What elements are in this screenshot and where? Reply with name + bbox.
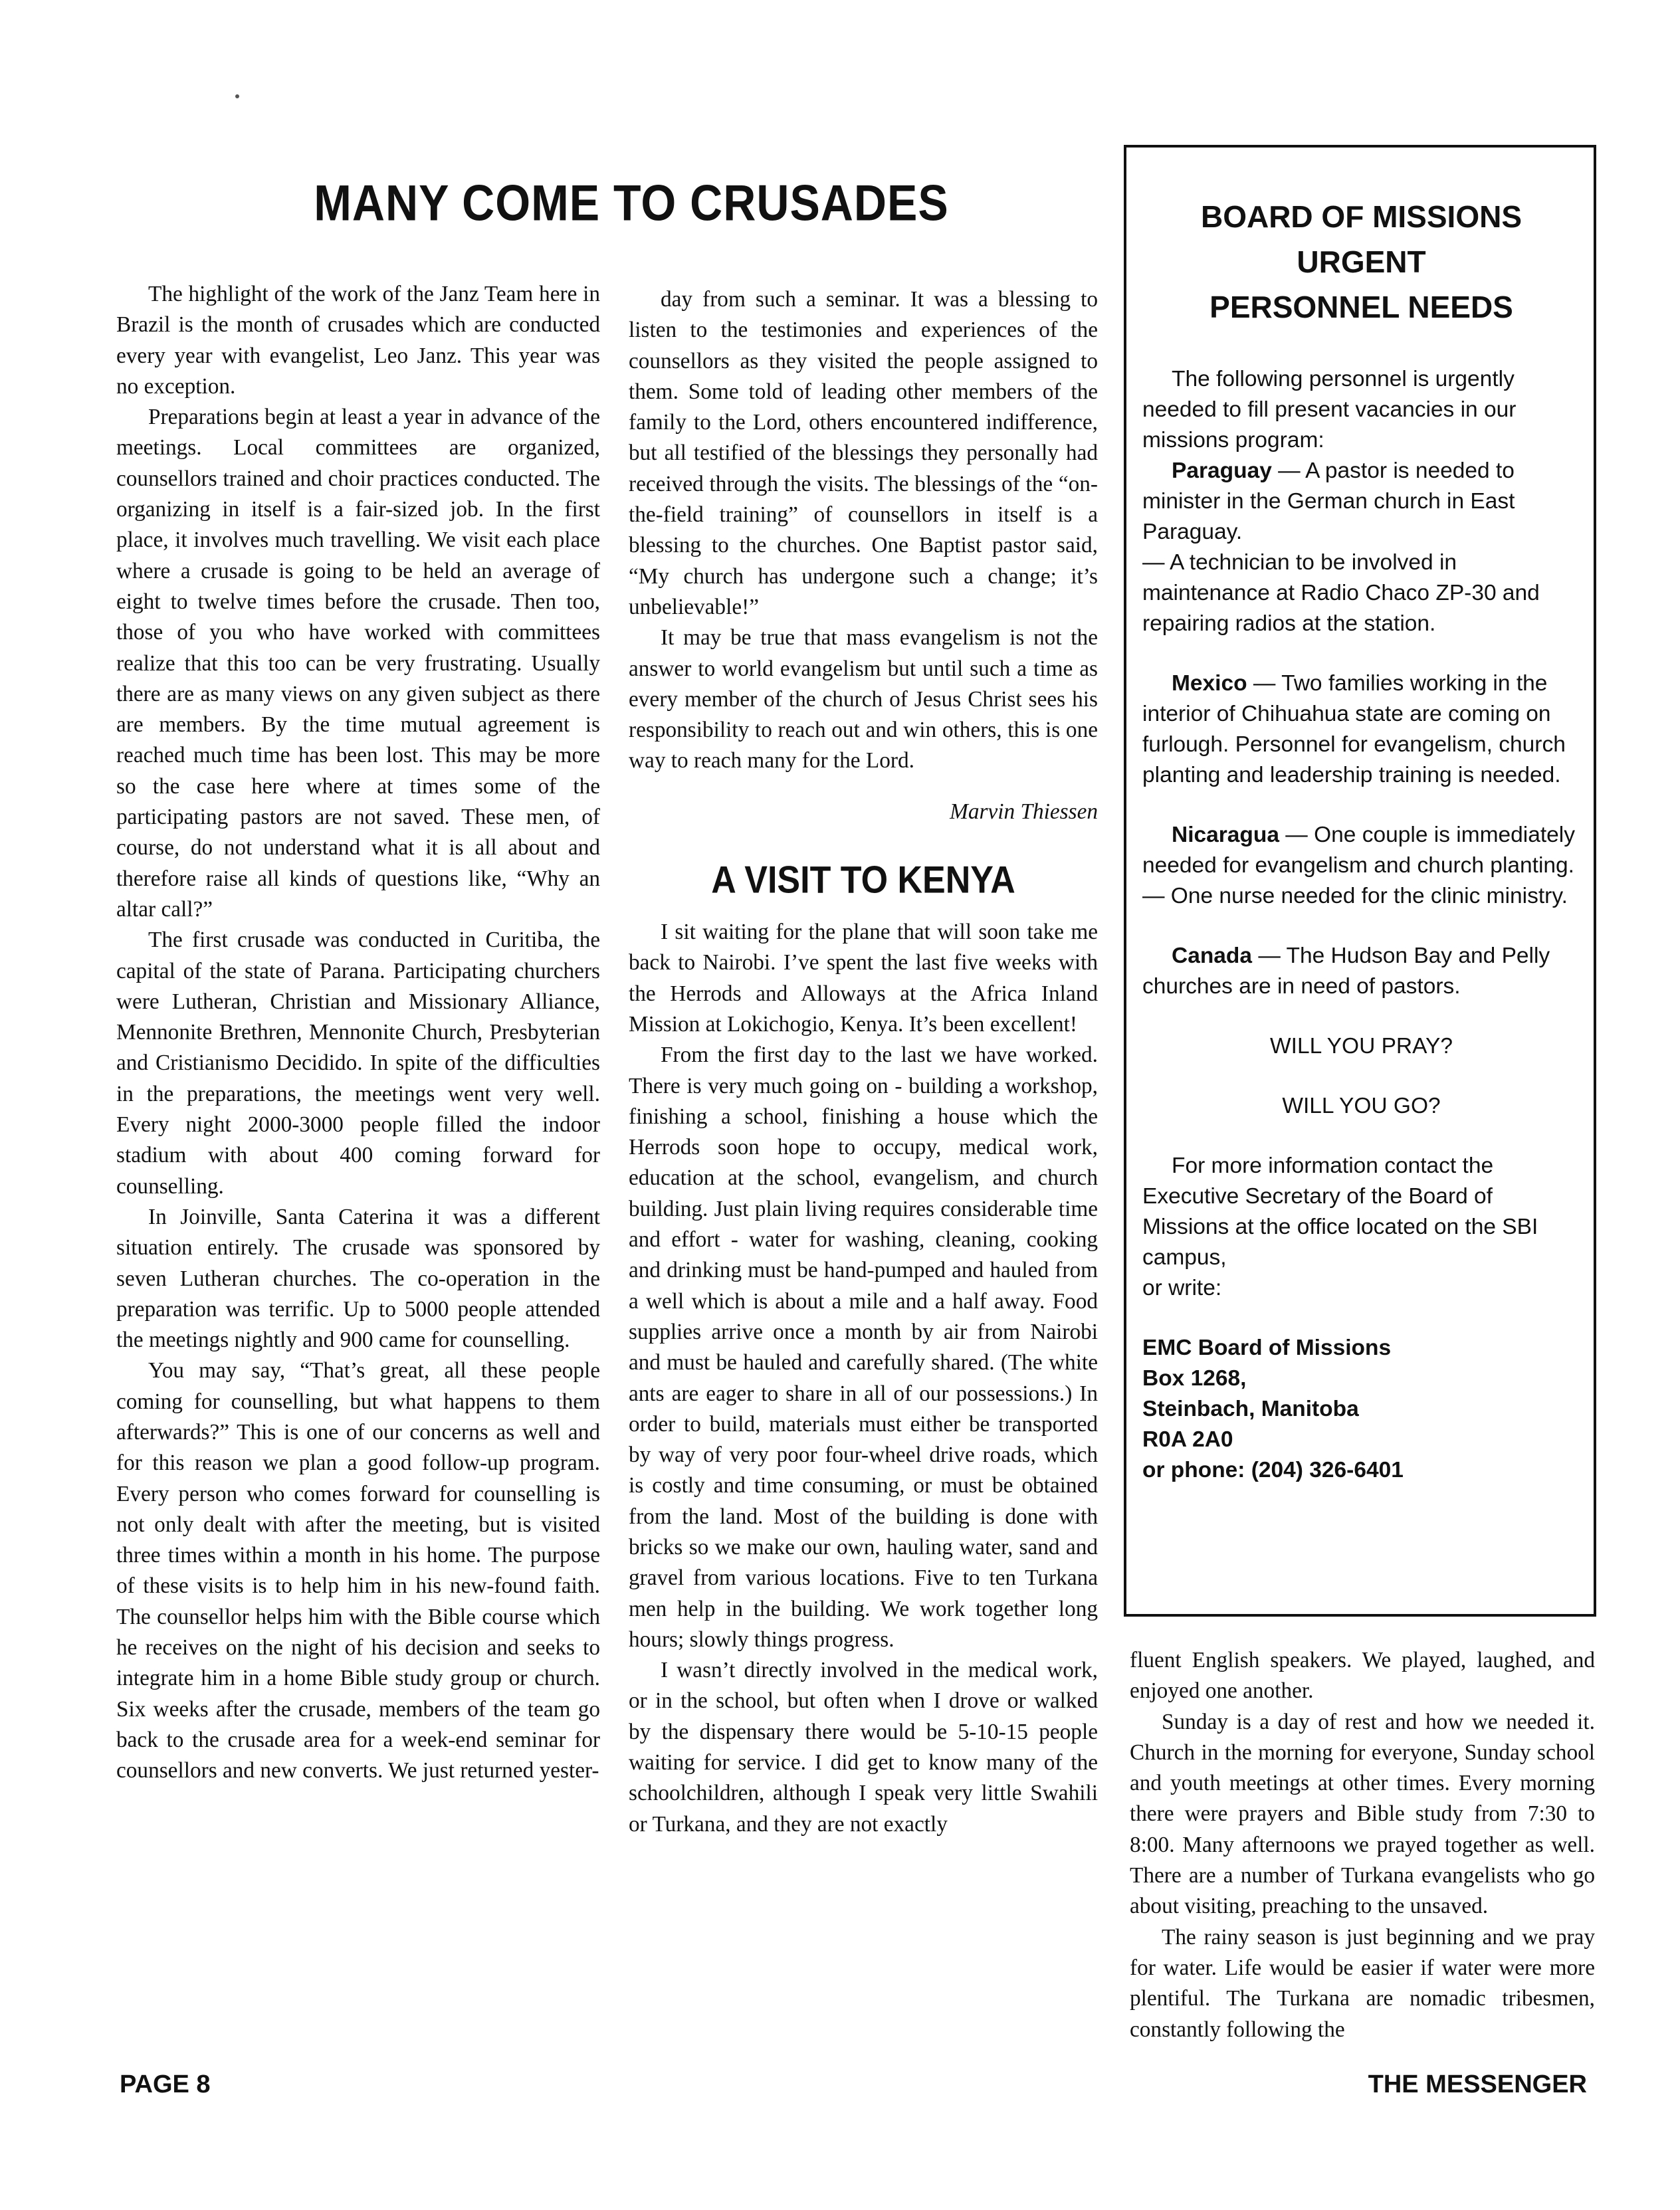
address-line: EMC Board of Missions xyxy=(1142,1336,1392,1360)
write-label: or write: xyxy=(1142,1276,1222,1300)
page-title: MANY COME TO CRUSADES xyxy=(314,175,949,232)
mexico-need xyxy=(1142,668,1580,791)
paragraph: The rainy season is just beginning and we pray for water. Life would be easier if water were more plentiful. The Turkana are nomadic tribesmen, constantly following the xyxy=(1130,1924,1595,2042)
paragraph: In Joinville, Santa Caterina it was a different situation entirely. The crusade was sponsored by seven Lutheran churches. The co-operation in the preparation was terrific. Up to 5000 people attended the meetings nightly and 900 came for counselling. xyxy=(116,1204,600,1353)
paragraph: Preparations begin at least a year in advance of the meetings. Local committees are organized, counsellors trained and choir practices conducted. The organizing in itself is a fair-sized job. In the first place, it involves much travelling. We visit each place where a crusade is going to be held an average of eight to twelve times before the crusade. Then too, those of you who have worked with committees realize that this too can be very frustrating. Usually there are as many views on any given subject as there are members. By the time mutual agreement is reached much time has been lost. This may be more so the case here where at times some of the participating pastors are not saved. These men, of course, do not understand what it is all about and therefore raise all kinds of questions like, “Why an altar call?” xyxy=(116,405,600,922)
need-text: — One couple is immediately needed for evangelism and church planting. xyxy=(1142,823,1575,878)
paragraph: I wasn’t directly involved in the medical work, or in the school, but often when I drove or walked by the dispensary there would be 5-10-15 people waiting for service. I did get to know many of the schoolchildren, although I speak very little Swahili or Turkana, and they are not exactly xyxy=(629,1658,1098,1837)
will-you-pray: WILL YOU PRAY? xyxy=(1270,1034,1453,1058)
paragraph: From the first day to the last we have worked. There is very much going on - building a workshop, finishing a school, finishing a house which the Herrods soon hope to occupy, medical work, education at the school, evangelism, and church building. Just plain living requires considerable time and effort - water for washing, cleaning, cooking and drinking must be hand-pumped and hauled from a well which is about a mile and a half away. Food supplies arrive once a month by air from Nairobi and must be hauled and carefully shared. (The white ants are eager to share in all of our possessions.) In order to build, materials must either be transported by way of very poor four-wheel drive roads, which is costly and time consuming, or must be obtained from the land. Most of the building is done with bricks so we make our own, hauling water, sand and gravel from various locations. Five to ten Turkana men help in the building. We work together long hours; slowly things progress. xyxy=(629,1043,1098,1652)
paragraph: day from such a seminar. It was a blessing to listen to the testimonies and experiences of the counsellors as they visited the people assigned to them. Some told of leading other members of the family to the Lord, others encountered indifference, but all testified of the blessings they personally had received through the visits. The blessings of the “on-the-field training” of counsellors in itself is a blessing to the churches. One Baptist pastor said, “My church has undergone such a change; it’s unbelievable!” xyxy=(629,287,1098,619)
mailing-address xyxy=(1142,1333,1580,1455)
need-text: — A pastor is needed to minister in the German church in East Paraguay. xyxy=(1142,458,1515,544)
paragraph: You may say, “That’s great, all these people coming for counselling, but what happens to them afterwards?” This is one of our concerns as well and for this reason we plan a good follow-up program. Every person who comes forward for counselling is not only dealt with after the meeting, but is visited three times within a month in his home. The purpose of these visits is to help him in his new-found faith. The counsellor helps him with the Bible course which he receives on the night of his decision and seeks to integrate him in a home Bible study group or church. Six weeks after the crusade, members of the team go back to the crusade area for a week-end seminar for counsellors and new converts. We just returned yester- xyxy=(116,1358,600,1783)
address-line: R0A 2A0 xyxy=(1142,1427,1233,1452)
print-speck xyxy=(235,94,239,98)
canada-need xyxy=(1142,941,1580,1002)
column-left xyxy=(116,279,600,1787)
paragraph: Sunday is a day of rest and how we needed it. Church in the morning for everyone, Sunday school and youth meetings at other times. Every morning there were prayers and Bible study from 7:30 to 8:00. Many afternoons we prayed together as well. There are a number of Turkana evangelists who go about visiting, preaching to the unsaved. xyxy=(1130,1709,1595,1919)
will-you-go: WILL YOU GO? xyxy=(1282,1094,1441,1118)
paragraph: The highlight of the work of the Janz Team here in Brazil is the month of crusades which are conducted every year with evangelist, Leo Janz. This year was no exception. xyxy=(116,282,600,399)
paragraph: I sit waiting for the plane that will soon take me back to Nairobi. I’ve spent the last five weeks with the Herrods and Alloways at the Africa Inland Mission at Lokichogio, Kenya. It’s been excellent! xyxy=(629,920,1098,1037)
box-title xyxy=(1142,194,1580,330)
country-label: Canada xyxy=(1172,944,1253,968)
need-text: — Two families working in the interior of Chihuahua state are coming on furlough. Personnel for evangelism, church planting and leadership training is needed. xyxy=(1142,671,1566,787)
country-label: Nicaragua xyxy=(1172,823,1279,847)
box-title-line: URGENT xyxy=(1297,245,1426,279)
paragraph: fluent English speakers. We played, laughed, and enjoyed one another. xyxy=(1130,1648,1595,1704)
country-label: Mexico xyxy=(1172,671,1247,696)
address-line: Box 1268, xyxy=(1142,1366,1247,1391)
nicaragua-need xyxy=(1142,820,1580,881)
publication-name: THE MESSENGER xyxy=(1368,2070,1587,2098)
column-right xyxy=(1130,1645,1595,2045)
column-middle xyxy=(629,284,1098,1840)
box-title-line: BOARD OF MISSIONS xyxy=(1200,199,1522,234)
paragraph: It may be true that mass evangelism is not the answer to world evangelism but until such a time as every member of the church of Jesus Christ sees his responsibility to reach out and win others, this is one way to reach many for the Lord. xyxy=(629,625,1098,773)
contact-info: For more information contact the Executive Secretary of the Board of Missions at the office located on the SBI campus, xyxy=(1142,1154,1538,1270)
nicaragua-need-2: — One nurse needed for the clinic ministry. xyxy=(1142,884,1568,908)
need-text: — The Hudson Bay and Pelly churches are in need of pastors. xyxy=(1142,944,1550,999)
paragraph: The first crusade was conducted in Curitiba, the capital of the state of Parana. Participating churchers were Lutheran, Christian and Missionary Alliance, Mennonite Brethren, Mennonite Church, Presbyterian and Cristianismo Decidido. In spite of the difficulties in the preparations, the meetings went very well. Every night 2000-3000 people filled the indoor stadium with about 400 coming forward for counselling. xyxy=(116,928,600,1199)
phone-number: or phone: (204) 326-6401 xyxy=(1142,1458,1404,1482)
address-line: Steinbach, Manitoba xyxy=(1142,1397,1359,1421)
paraguay-need xyxy=(1142,456,1580,548)
page-number: PAGE 8 xyxy=(120,2070,211,2098)
kenya-article-title: A VISIT TO KENYA xyxy=(711,859,1015,902)
box-intro: The following personnel is urgently needed to fill present vacancies in our missions program: xyxy=(1142,367,1517,452)
paraguay-need-2: — A technician to be involved in maintenance at Radio Chaco ZP-30 and repairing radios at the station. xyxy=(1142,550,1540,636)
personnel-needs-box xyxy=(1124,145,1596,1617)
author-byline: Marvin Thiessen xyxy=(950,799,1098,824)
country-label: Paraguay xyxy=(1172,458,1272,483)
box-title-line: PERSONNEL NEEDS xyxy=(1209,290,1513,324)
